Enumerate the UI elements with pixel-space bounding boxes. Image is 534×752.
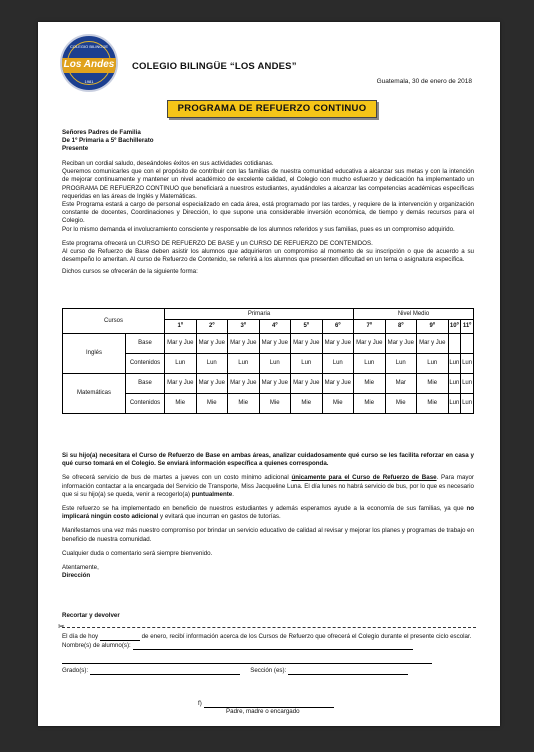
- schedule-cell: Mar y Jue: [165, 334, 197, 354]
- subject-cell: Inglés: [63, 334, 126, 374]
- return-form: El día de hoy de enero, recibí información acerca de los Cursos de Refuerzo que ofrecerá el Colegio durante el presente ciclo escolar. Nombre(s) de alumno(s): Grado(s): Sección (es):: [62, 633, 472, 674]
- subject-cell: Matemáticas: [63, 374, 126, 414]
- schedule-cell: Mar y Jue: [228, 334, 260, 354]
- after-table-text: Si su hijo(a) necesitara el Curso de Refuerzo de Base en ambas áreas, analizar cuidadosamente qué curso se les facilita reforzar en casa y qué curso tomará en el Colegio. Se enviará información específica a quienes corresponda. Se ofrecerá servicio de bus de martes a jueves con un costo mínimo adicional únicamente para el Curso de Refuerzo de Base. Para mayor información contactar a la encargada del Servicio de Transporte, Miss Jacqueline Luna. El día lunes no habrá servicio de bus, por lo que es necesario que si su hijo(a) se queda, venir a recogerlo(a) puntualmente. Este refuerzo se ha implementado en beneficio de nuestros estudiantes y además esperamos ayude a la economía de sus familias, ya que no implicará ningún costo adicional y evitará que incurran en gastos de tutorías. Manifestamos una vez más nuestro compromiso por brindar un servicio educativo de calidad al revisar y mejorar los planes y programas de trabajo en beneficio de nuestra comunidad. Cualquier duda o comentario será siempre bienvenido. Atentamente, Dirección: [62, 452, 475, 580]
- school-name: COLEGIO BILINGÜE “LOS ANDES”: [132, 61, 297, 72]
- schedule-cell: Lun: [461, 374, 474, 394]
- schedule-cell: Mar y Jue: [291, 334, 323, 354]
- grade-header: 3º: [228, 320, 260, 334]
- table-row: [63, 374, 474, 394]
- schedule-cell: Mar y Jue: [196, 334, 228, 354]
- schedule-cell: Lun: [165, 354, 197, 374]
- schedule-cell: Mar y Jue: [385, 334, 417, 354]
- grade-header: 8º: [385, 320, 417, 334]
- school-logo: COLEGIO BILINGÜE Los Andes 1981: [60, 34, 118, 92]
- schedule-cell: Mar y Jue: [259, 374, 291, 394]
- schedule-cell: Mar y Jue: [322, 374, 354, 394]
- schedule-cell: Mar: [385, 374, 417, 394]
- schedule-cell: Lun: [354, 354, 386, 374]
- schedule-cell: Lun: [448, 374, 461, 394]
- schedule-cell: Lun: [448, 394, 461, 414]
- schedule-cell: Mar y Jue: [228, 374, 260, 394]
- schedule-cell: Mie: [354, 394, 386, 414]
- course-type-cell: Base: [126, 374, 165, 394]
- schedule-cell: Mar y Jue: [417, 334, 449, 354]
- schedule-cell: Lun: [322, 354, 354, 374]
- scissors-icon: ✂: [58, 622, 65, 631]
- schedule-cell: Lun: [291, 354, 323, 374]
- grade-header: 9º: [417, 320, 449, 334]
- schedule-cell: Mie: [354, 374, 386, 394]
- schedule-cell: Mar y Jue: [259, 334, 291, 354]
- schedule-cell: [461, 334, 474, 354]
- schedule-cell: Mie: [259, 394, 291, 414]
- schedule-table: Cursos Primaria Nivel Medio 1º 2º 3º 4º 5º 6º 7º 8º 9º 10º 11º Inglés Base Mar y Jue Mar y Jue Mar y Jue Mar y Jue Mar y Jue Mar y Jue Mar y Jue Mar y Jue Mar y Jue Contenidos Lun Lun Lun Lun Lun Lun Lun Lun Lun Lun Lun Matemáticas Base Mar y Jue Mar y Jue Mar y Jue Mar y Jue Mar y Jue Mar y Jue Mie Mar Mie Lun Lun Contenidos Mie Mie Mie Mie Mie Mie Mie Mie Mie Lun Lun: [62, 308, 474, 414]
- schedule-cell: Mar y Jue: [165, 374, 197, 394]
- schedule-cell: Mie: [165, 394, 197, 414]
- schedule-cell: Mie: [196, 394, 228, 414]
- letter-date: Guatemala, 30 de enero de 2018: [376, 78, 472, 85]
- table-row: [63, 334, 474, 354]
- schedule-cell: Mar y Jue: [196, 374, 228, 394]
- grade-header: 4º: [259, 320, 291, 334]
- schedule-cell: Mie: [385, 394, 417, 414]
- schedule-cell: Lun: [461, 354, 474, 374]
- schedule-cell: Lun: [385, 354, 417, 374]
- schedule-cell: [448, 334, 461, 354]
- signature-block: f) Padre, madre o encargado: [198, 700, 398, 716]
- grade-header: 1º: [165, 320, 197, 334]
- cut-line: [62, 627, 476, 628]
- grade-header: 10º: [448, 320, 461, 334]
- schedule-cell: Lun: [461, 394, 474, 414]
- schedule-cell: Mie: [228, 394, 260, 414]
- addressee: Señores Padres de Familia De 1º Primaria a 5º Bachillerato Presente: [62, 129, 154, 153]
- schedule-cell: Lun: [417, 354, 449, 374]
- grade-header: 11º: [461, 320, 474, 334]
- schedule-cell: Lun: [448, 354, 461, 374]
- recortar-label: Recortar y devolver: [62, 612, 120, 619]
- schedule-cell: Mie: [291, 394, 323, 414]
- course-type-cell: Contenidos: [126, 354, 165, 374]
- schedule-cell: Mar y Jue: [291, 374, 323, 394]
- grade-header: 5º: [291, 320, 323, 334]
- schedule-cell: Mar y Jue: [322, 334, 354, 354]
- grade-header: 6º: [322, 320, 354, 334]
- schedule-cell: Mie: [322, 394, 354, 414]
- grade-header: 7º: [354, 320, 386, 334]
- letter-title: PROGRAMA DE REFUERZO CONTINUO: [167, 100, 377, 118]
- course-type-cell: Contenidos: [126, 394, 165, 414]
- schedule-cell: Lun: [259, 354, 291, 374]
- schedule-cell: Mie: [417, 374, 449, 394]
- schedule-cell: Mie: [417, 394, 449, 414]
- grade-header: 2º: [196, 320, 228, 334]
- letter-page: [38, 22, 500, 726]
- schedule-cell: Lun: [228, 354, 260, 374]
- schedule-cell: Lun: [196, 354, 228, 374]
- schedule-cell: Mar y Jue: [354, 334, 386, 354]
- course-type-cell: Base: [126, 334, 165, 354]
- body-text: Reciban un cordial saludo, deseándoles éxitos en sus actividades cotidianas. Queremos comunicarles que con el propósito de contribuir con las familias de nuestra comunidad educativa a alcanzar sus metas y con la intención de mejorar continuamente y mantener un nivel académico de excelente calidad, el Colegio con mucho esfuerzo y dedicación ha implementado un PROGRAMA DE REFUERZO CONTINUO que beneficiará a nuestros estudiantes, ayudándoles a alcanzar las competencias académicas específicas requeridas en las áreas de Inglés y Matemáticas. Este Programa estará a cargo de personal especializado en cada área, está programado por las tardes, y requiere de la intervención y organización constante de docentes, Coordinaciones y Dirección, lo que supone una considerable inversión económica, de tiempo y demás recursos para el Colegio. Por lo mismo demanda el involucramiento consciente y responsable de los alumnos referidos y sus familias, pues es un compromiso adquirido. Este programa ofrecerá un CURSO DE REFUERZO DE BASE y un CURSO DE REFUERZO DE CONTENIDOS. Al curso de Refuerzo de Base deben asistir los alumnos que adquirieron un compromiso al momento de su inscripción o que de acuerdo a su desempeño lo ameritan. Al curso de Refuerzo de Contenido, se referirá a los alumnos que presenten dificultad en un tema o asignatura específica. Dichos cursos se ofrecerán de la siguiente forma:: [62, 160, 474, 276]
